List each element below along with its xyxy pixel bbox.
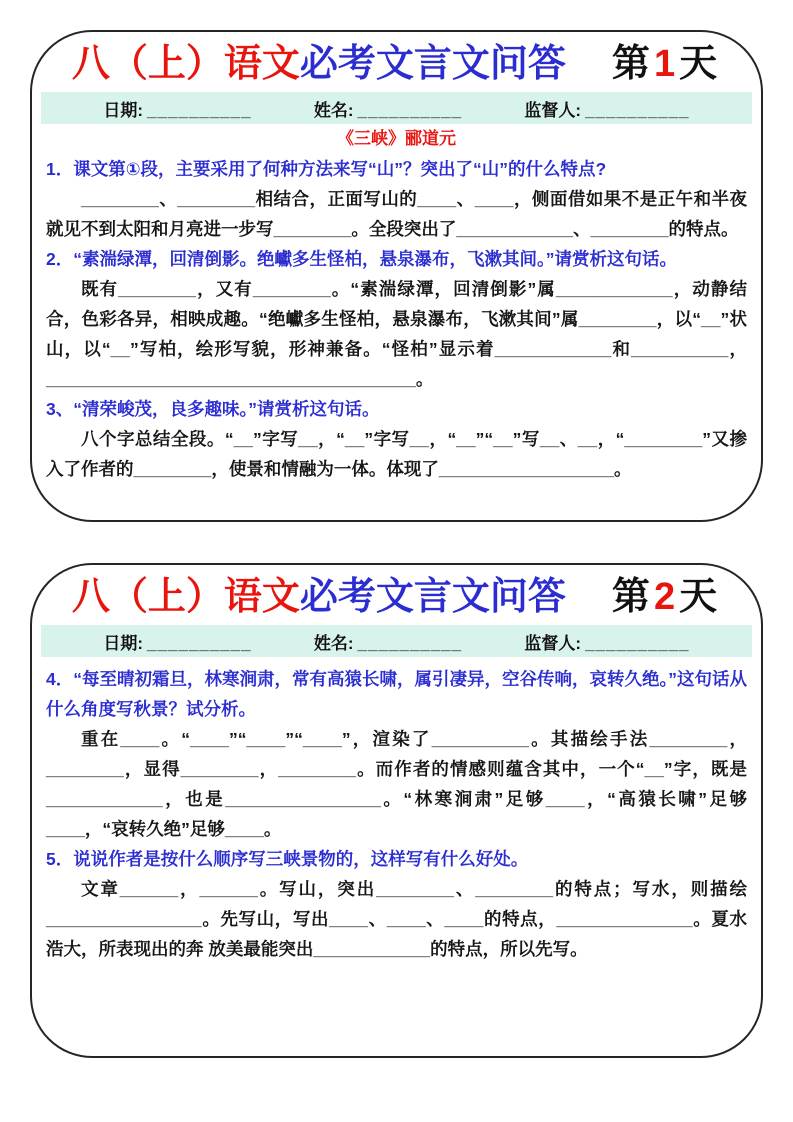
worksheet-card-day1 bbox=[30, 30, 763, 522]
supervisor-blank: __________ bbox=[585, 633, 690, 653]
answer-2: 既有________，又有________。“素湍绿潭，回清倒影”属____________，动静结合，色彩各异，相映成趣。“绝巘多生怪柏，悬泉瀑布，飞漱其间”属________，以“__”状山，以“__”写柏，绘形写貌，形神兼备。“怪柏”显示着____________和__________，______________________________________。 bbox=[46, 279, 747, 389]
name-field bbox=[314, 629, 462, 654]
name-blank: __________ bbox=[357, 100, 463, 120]
day-suffix: 天 bbox=[679, 576, 722, 618]
date-blank: __________ bbox=[147, 633, 252, 653]
day-prefix: 第 bbox=[611, 576, 654, 618]
day-number: 2 bbox=[653, 576, 680, 618]
name-label: 姓名: bbox=[313, 100, 354, 120]
day-badge bbox=[612, 574, 721, 620]
title-course-part: 八（上）语文 bbox=[71, 576, 300, 618]
lesson-subtitle: 《三峡》郦道元 bbox=[337, 129, 456, 148]
question-4: 4．“每至晴初霜旦，林寒涧肃，常有高猿长啸，属引凄异，空谷传响，哀转久绝。”这句话从什么角度写秋景？试分析。 bbox=[46, 669, 747, 719]
card-title bbox=[32, 41, 761, 87]
answer-3: 八个字总结全段。“__”字写__，“__”字写__，“__”“__”写__、__，“________”又掺入了作者的________，使景和情融为一体。体现了__________________。 bbox=[46, 429, 747, 479]
answer-4: 重在____。“____”“____”“____”，渲染了__________。其描绘手法________，________，显得________，________。而作者的情感则蕴含其中，一个“__”字，既是____________，也是________________。“林寒涧肃”足够____，“高猿长啸”足够____，“哀转久绝”足够____。 bbox=[46, 729, 747, 839]
day-suffix: 天 bbox=[679, 43, 722, 85]
date-label: 日期: bbox=[103, 100, 143, 120]
question-1: 1．课文第①段，主要采用了何种方法来写“山”？突出了“山”的什么特点? bbox=[46, 159, 607, 179]
card-content bbox=[32, 151, 761, 484]
card-title bbox=[32, 574, 761, 620]
worksheet-card-day2 bbox=[30, 563, 763, 1058]
title-course-part: 八（上）语文 bbox=[71, 43, 300, 85]
info-bar bbox=[41, 92, 752, 124]
day-number: 1 bbox=[653, 43, 680, 85]
question-5: 5．说说作者是按什么顺序写三峡景物的，这样写有什么好处。 bbox=[46, 849, 529, 869]
title-subject-part: 必考文言文问答 bbox=[299, 43, 566, 85]
name-field bbox=[314, 96, 462, 121]
info-bar bbox=[41, 625, 752, 657]
title-subject-part: 必考文言文问答 bbox=[299, 576, 566, 618]
question-3: 3、“清荣峻茂，良多趣味。”请赏析这句话。 bbox=[46, 399, 380, 419]
day-badge bbox=[612, 41, 721, 87]
question-2: 2．“素湍绿潭，回清倒影。绝巘多生怪柏，悬泉瀑布，飞漱其间。”请赏析这句话。 bbox=[46, 249, 677, 269]
answer-1: ________、________相结合，正面写山的____、____，侧面借如果不是正午和半夜就见不到太阳和月亮进一步写________。全段突出了____________、________的特点。 bbox=[46, 189, 747, 239]
supervisor-label: 监督人: bbox=[524, 633, 582, 653]
date-blank: __________ bbox=[147, 100, 252, 120]
supervisor-label: 监督人: bbox=[524, 100, 582, 120]
card-content bbox=[32, 661, 761, 964]
date-field bbox=[103, 629, 251, 654]
date-field bbox=[103, 96, 251, 121]
supervisor-field bbox=[524, 96, 689, 121]
name-label: 姓名: bbox=[313, 633, 354, 653]
supervisor-field bbox=[524, 629, 689, 654]
day-prefix: 第 bbox=[611, 43, 654, 85]
name-blank: __________ bbox=[357, 633, 463, 653]
date-label: 日期: bbox=[103, 633, 143, 653]
answer-5: 文章______，______。写山，突出________、________的特点；写水，则描绘________________。先写山，写出____、____、____的特点，______________。夏水浩大，所表现出的奔 放美最能突出____________的特点，所以先写。 bbox=[46, 879, 747, 959]
supervisor-blank: __________ bbox=[585, 100, 690, 120]
